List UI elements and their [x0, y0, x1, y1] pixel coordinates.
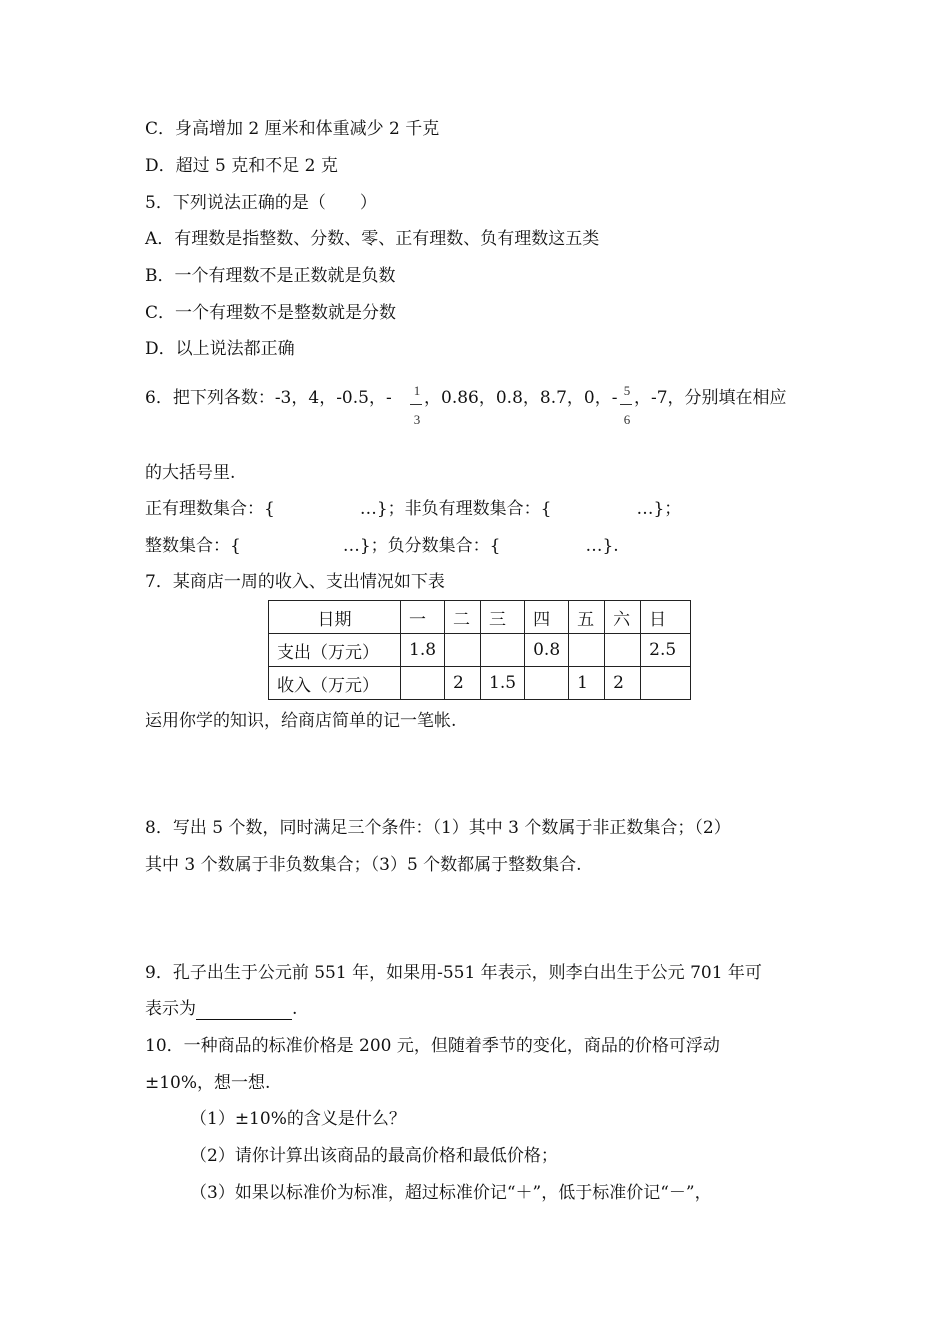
- q7-stem: 7．某商店一周的收入、支出情况如下表: [145, 572, 445, 592]
- q5-stem: 5．下列说法正确的是（ ）: [145, 193, 377, 213]
- q4-option-d: D．超过 5 克和不足 2 克: [145, 156, 338, 176]
- table-cell: [525, 667, 569, 700]
- table-header-cell: 日期: [269, 601, 401, 634]
- q6-frac2-numerator: 5: [623, 383, 631, 398]
- answer-blank[interactable]: [196, 1001, 292, 1020]
- q10-sub3: （3）如果以标准价为标准，超过标准价记“＋”，低于标准价记“－”，: [190, 1183, 712, 1203]
- table-cell: 收入（万元）: [269, 667, 401, 700]
- table-header-cell: 六: [605, 601, 641, 634]
- q9-line2-prefix: 表示为: [145, 999, 196, 1019]
- q6-frac2-bar: [620, 404, 632, 405]
- table-cell: 支出（万元）: [269, 634, 401, 667]
- q10-line1: 10．一种商品的标准价格是 200 元，但随着季节的变化，商品的价格可浮动: [145, 1036, 720, 1056]
- q7-after-text: 运用你学的知识，给商店简单的记一笔帐.: [145, 711, 457, 731]
- q6-stem-part3: ，-7，分别填在相应: [634, 388, 787, 408]
- table-cell: 2: [605, 667, 641, 700]
- q6-stem-continued: 的大括号里.: [145, 463, 236, 483]
- table-header-row: [269, 601, 691, 634]
- q8-line2: 其中 3 个数属于非负数集合；（3）5 个数都属于整数集合.: [145, 855, 582, 875]
- q6-frac1-numerator: 1: [413, 383, 421, 398]
- q6-frac2-denominator: 6: [623, 412, 631, 427]
- income-expense-table: [268, 600, 691, 700]
- table-cell: 1.5: [481, 667, 525, 700]
- table-cell: [569, 634, 605, 667]
- q6-stem-part1: 6．把下列各数：-3，4，-0.5，-: [145, 388, 392, 408]
- q10-line2: ±10%，想一想.: [145, 1073, 271, 1093]
- table-header-cell: 三: [481, 601, 525, 634]
- q4-option-c: C．身高增加 2 厘米和体重减少 2 千克: [145, 119, 440, 139]
- table-cell: 1: [569, 667, 605, 700]
- table-cell: [445, 634, 481, 667]
- table-cell: 1.8: [401, 634, 445, 667]
- q6-frac1-bar: [410, 404, 422, 405]
- table-row: [269, 667, 691, 700]
- q5-option-c: C．一个有理数不是整数就是分数: [145, 303, 397, 323]
- q9-line1: 9．孔子出生于公元前 551 年，如果用-551 年表示，则李白出生于公元 701 年可: [145, 963, 762, 983]
- q6-stem-part2: ，0.86，0.8，8.7，0，-: [424, 388, 618, 408]
- table-cell: [401, 667, 445, 700]
- q6-sets-line2: 整数集合：{ …}；负分数集合：{ …}.: [145, 536, 619, 556]
- table-cell: 2: [445, 667, 481, 700]
- q5-option-d: D．以上说法都正确: [145, 339, 295, 359]
- q9-line2: [145, 998, 297, 1020]
- table-header-cell: 五: [569, 601, 605, 634]
- table-cell: [605, 634, 641, 667]
- q9-line2-suffix: .: [292, 999, 298, 1019]
- q8-line1: 8．写出 5 个数，同时满足三个条件：（1）其中 3 个数属于非正数集合；（2）: [145, 818, 731, 838]
- table-header-cell: 二: [445, 601, 481, 634]
- table-header-cell: 日: [641, 601, 691, 634]
- table-cell: 0.8: [525, 634, 569, 667]
- table-cell: [641, 667, 691, 700]
- q10-sub1: （1）±10%的含义是什么？: [190, 1109, 406, 1129]
- q10-sub2: （2）请你计算出该商品的最高价格和最低价格；: [190, 1146, 558, 1166]
- table-header-cell: 四: [525, 601, 569, 634]
- q6-sets-line1: 正有理数集合：{ …}；非负有理数集合：{ …}；: [145, 499, 682, 519]
- q5-option-a: A．有理数是指整数、分数、零、正有理数、负有理数这五类: [145, 229, 600, 249]
- q6-frac1-denominator: 3: [413, 412, 421, 427]
- table-cell: 2.5: [641, 634, 691, 667]
- table-header-cell: 一: [401, 601, 445, 634]
- table-row: [269, 634, 691, 667]
- table-cell: [481, 634, 525, 667]
- q5-option-b: B．一个有理数不是正数就是负数: [145, 266, 396, 286]
